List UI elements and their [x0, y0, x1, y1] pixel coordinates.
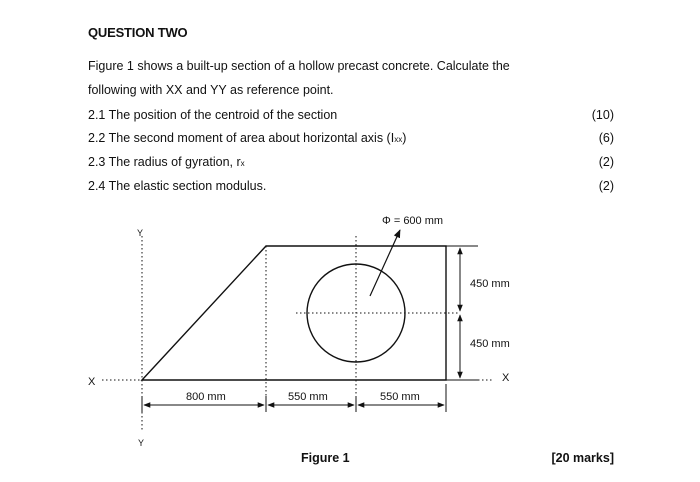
diameter-leader-line: [370, 230, 400, 296]
marks-2-4: (2): [598, 179, 614, 193]
total-marks: [20 marks]: [551, 451, 614, 465]
axis-y-bottom-label: Y: [138, 438, 145, 448]
axis-y-top-label: Y: [137, 228, 144, 238]
axis-x-left-label: X: [88, 376, 96, 388]
marks-2-3: (2): [598, 155, 614, 169]
dim-width-2-label: 550 mm: [288, 391, 328, 403]
axis-x-right-label: X: [502, 372, 510, 384]
intro-line-1: Figure 1 shows a built-up section of a hollow precast concrete. Calculate the: [88, 59, 510, 73]
question-2-3: 2.3 The radius of gyration, rx: [88, 155, 245, 169]
marks-2-1: (10): [591, 108, 614, 122]
marks-2-2: (6): [598, 131, 614, 145]
subscript-x: x: [240, 159, 245, 168]
dim-lower-height-label: 450 mm: [470, 338, 510, 350]
subscript-xx: xx: [394, 135, 403, 144]
intro-line-2: following with XX and YY as reference point.: [88, 83, 334, 97]
question-heading: QUESTION TWO: [88, 25, 188, 40]
dim-upper-height-label: 450 mm: [470, 278, 510, 290]
question-2-2: 2.2 The second moment of area about horizontal axis (Ixx): [88, 131, 407, 145]
question-2-4: 2.4 The elastic section modulus.: [88, 179, 267, 193]
figure-caption: Figure 1: [301, 451, 350, 465]
diameter-label: Φ = 600 mm: [382, 215, 444, 227]
dim-width-1-label: 800 mm: [186, 391, 226, 403]
dim-width-3-label: 550 mm: [380, 391, 420, 403]
question-2-1: 2.1 The position of the centroid of the section: [88, 108, 338, 122]
